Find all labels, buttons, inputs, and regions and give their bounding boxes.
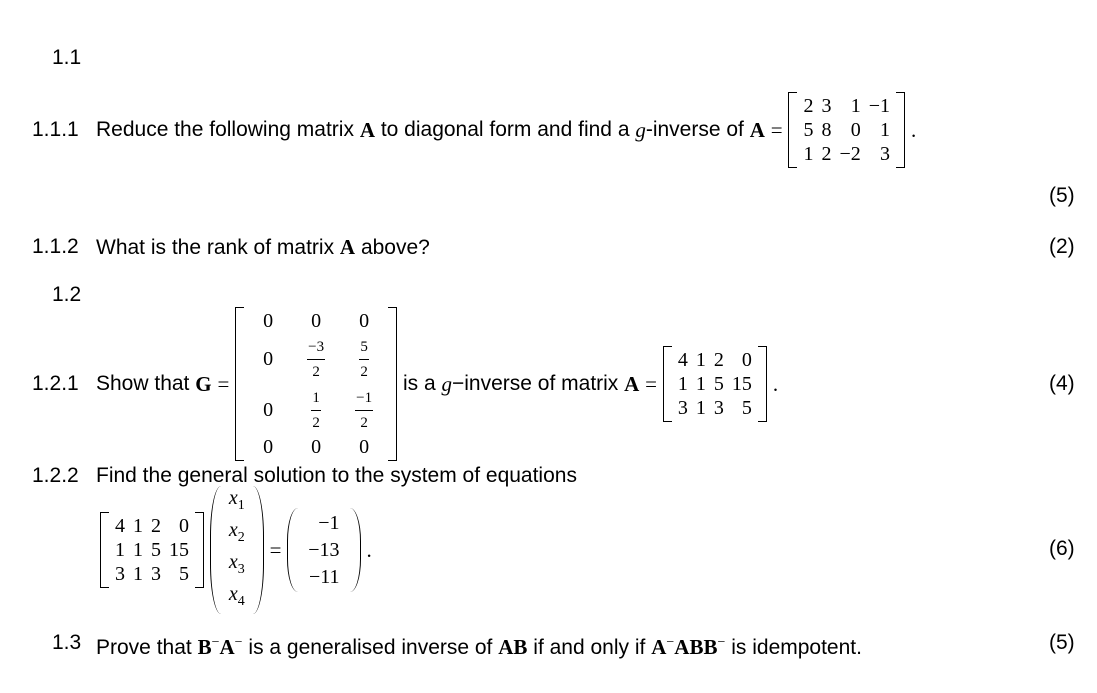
right-bracket bbox=[195, 512, 204, 588]
matrix-cell: 5 bbox=[713, 373, 724, 395]
matrix-cell: 1 bbox=[133, 515, 143, 537]
subscript: 4 bbox=[237, 594, 245, 609]
matrix-cell: 0 bbox=[263, 310, 274, 332]
matrix-name: A bbox=[749, 118, 765, 142]
matrix-cell: 1 bbox=[133, 563, 143, 585]
matrix-A-1-2-1 bbox=[663, 346, 767, 422]
vector-cell: −13 bbox=[308, 538, 340, 561]
matrix-cell-fraction bbox=[296, 333, 336, 384]
question-number-1-2-2: 1.2.2 bbox=[32, 464, 79, 487]
math-B: B bbox=[197, 635, 212, 659]
question-number-1-2-1: 1.2.1 bbox=[32, 372, 79, 395]
question-number-1-3: 1.3 bbox=[52, 631, 82, 654]
question-1-3 bbox=[96, 631, 862, 660]
question-text: Prove that bbox=[96, 636, 192, 659]
matrix-cell: −2 bbox=[839, 143, 861, 165]
equals-sign: = bbox=[217, 372, 230, 396]
question-text: −inverse of matrix bbox=[452, 372, 619, 395]
matrix-cell: 0 bbox=[263, 436, 274, 458]
marks-1-1-2: (2) bbox=[1049, 235, 1075, 258]
question-text: is a bbox=[402, 372, 436, 395]
question-text: What is the rank of matrix bbox=[96, 236, 335, 259]
equals-sign: = bbox=[645, 372, 658, 396]
left-parenthesis bbox=[287, 508, 298, 592]
matrix-name: A bbox=[624, 372, 640, 396]
variable: x bbox=[228, 551, 238, 573]
denominator: 2 bbox=[312, 364, 320, 380]
right-bracket bbox=[388, 307, 397, 461]
matrix-cell: 3 bbox=[677, 397, 688, 419]
matrix-cell: 5 bbox=[803, 119, 814, 141]
matrix-cell: 1 bbox=[115, 539, 125, 561]
matrix-cell: 1 bbox=[803, 143, 814, 165]
math-AB: AB bbox=[498, 635, 528, 659]
variable: x bbox=[228, 583, 238, 605]
right-parenthesis bbox=[350, 508, 361, 592]
variable: x bbox=[228, 519, 238, 541]
question-text: above? bbox=[360, 236, 430, 259]
math-A: A bbox=[219, 635, 235, 659]
matrix-cell: 1 bbox=[880, 119, 890, 141]
question-text: -inverse of bbox=[645, 118, 744, 141]
numerator: 5 bbox=[359, 335, 369, 360]
right-bracket bbox=[896, 92, 905, 168]
vector-x bbox=[210, 486, 264, 614]
period: . bbox=[772, 372, 779, 396]
matrix-A-1-2-2 bbox=[100, 512, 204, 588]
question-text: to diagonal form and find a bbox=[380, 118, 630, 141]
subscript: 1 bbox=[237, 498, 245, 513]
denominator: 2 bbox=[360, 364, 368, 380]
question-text: if and only if bbox=[533, 636, 646, 659]
matrix-cell: 5 bbox=[179, 563, 189, 585]
left-bracket bbox=[100, 512, 109, 588]
right-parenthesis bbox=[253, 486, 264, 614]
right-bracket bbox=[758, 346, 767, 422]
matrix-cell: 1 bbox=[695, 349, 706, 371]
vector-cell: −11 bbox=[309, 565, 340, 588]
matrix-cell: 1 bbox=[133, 539, 143, 561]
question-text: is idempotent. bbox=[731, 636, 862, 659]
matrix-cell-fraction bbox=[344, 384, 384, 435]
subscript: 2 bbox=[237, 530, 245, 545]
matrix-cell: 3 bbox=[880, 143, 890, 165]
section-number-1-2: 1.2 bbox=[52, 283, 82, 306]
left-bracket bbox=[235, 307, 244, 461]
numerator: −3 bbox=[307, 335, 325, 360]
numerator: −1 bbox=[355, 386, 373, 411]
vector-cell bbox=[229, 582, 245, 614]
matrix-cell: 5 bbox=[741, 397, 752, 419]
equals-sign: = bbox=[770, 118, 783, 142]
numerator: 1 bbox=[311, 386, 321, 411]
matrix-cell: 0 bbox=[359, 310, 370, 332]
vector-b bbox=[287, 508, 360, 592]
matrix-cell: 3 bbox=[713, 397, 724, 419]
matrix-cell: 2 bbox=[151, 515, 161, 537]
marks-1-3: (5) bbox=[1049, 631, 1075, 654]
matrix-cell: 0 bbox=[741, 349, 752, 371]
matrix-cell: 1 bbox=[695, 373, 706, 395]
g-letter: g bbox=[441, 372, 452, 396]
matrix-cell: 15 bbox=[731, 373, 752, 395]
matrix-cell: 4 bbox=[115, 515, 125, 537]
superscript-minus: − bbox=[234, 635, 243, 650]
math-A: A bbox=[651, 635, 667, 659]
matrix-cell: 3 bbox=[821, 95, 832, 117]
matrix-cell: 0 bbox=[359, 436, 370, 458]
matrix-cell: 15 bbox=[169, 539, 189, 561]
equation-system bbox=[100, 487, 372, 609]
matrix-cell: 2 bbox=[713, 349, 724, 371]
vector-cell: −1 bbox=[318, 512, 340, 535]
matrix-cell: 1 bbox=[850, 95, 861, 117]
matrix-cell: 5 bbox=[151, 539, 161, 561]
question-number-1-1-1: 1.1.1 bbox=[32, 118, 79, 141]
vector-cell bbox=[229, 550, 245, 582]
math-ABB: ABB bbox=[674, 635, 718, 659]
question-text: Reduce the following matrix bbox=[96, 118, 354, 141]
matrix-name: G bbox=[195, 372, 212, 396]
vector-cell bbox=[229, 518, 245, 550]
matrix-cell: 0 bbox=[263, 347, 274, 370]
superscript-minus: − bbox=[717, 635, 726, 650]
matrix-cell-fraction bbox=[344, 333, 384, 384]
matrix-cell: 1 bbox=[677, 373, 688, 395]
superscript-minus: − bbox=[666, 635, 675, 650]
question-text: is a generalised inverse of bbox=[248, 636, 493, 659]
matrix-cell: −1 bbox=[868, 95, 890, 117]
matrix-cell: 3 bbox=[115, 563, 125, 585]
matrix-A-1-1-1 bbox=[788, 92, 905, 168]
equals-sign: = bbox=[269, 538, 282, 562]
matrix-name: A bbox=[359, 118, 375, 142]
vector-cell bbox=[229, 486, 245, 518]
g-letter: g bbox=[635, 118, 646, 142]
question-1-1-2 bbox=[96, 235, 430, 260]
matrix-name: A bbox=[339, 235, 356, 259]
question-1-2-1 bbox=[96, 310, 779, 458]
marks-1-2-2: (6) bbox=[1049, 537, 1075, 560]
variable: x bbox=[228, 487, 238, 509]
matrix-cell: 1 bbox=[695, 397, 706, 419]
superscript-minus: − bbox=[211, 635, 220, 650]
matrix-G bbox=[235, 307, 397, 461]
matrix-cell: 8 bbox=[821, 119, 832, 141]
period: . bbox=[911, 118, 917, 142]
matrix-cell: 0 bbox=[263, 398, 274, 421]
left-parenthesis bbox=[210, 486, 221, 614]
matrix-cell: 3 bbox=[151, 563, 161, 585]
question-1-1-1 bbox=[96, 86, 916, 174]
question-number-1-1-2: 1.1.2 bbox=[32, 235, 79, 258]
question-1-2-2-text: Find the general solution to the system of equations bbox=[96, 464, 577, 487]
matrix-cell: 0 bbox=[311, 436, 322, 458]
matrix-cell-fraction bbox=[296, 384, 336, 435]
matrix-cell: 0 bbox=[311, 310, 322, 332]
matrix-cell: 2 bbox=[803, 95, 814, 117]
matrix-cell: 4 bbox=[677, 349, 688, 371]
denominator: 2 bbox=[360, 415, 368, 431]
matrix-cell: 0 bbox=[179, 515, 189, 537]
matrix-cell: 0 bbox=[850, 119, 861, 141]
question-text: Show that bbox=[96, 372, 190, 395]
marks-1-2-1: (4) bbox=[1049, 372, 1075, 395]
left-bracket bbox=[663, 346, 672, 422]
section-number-1-1: 1.1 bbox=[52, 46, 82, 69]
left-bracket bbox=[788, 92, 797, 168]
period: . bbox=[366, 538, 372, 562]
denominator: 2 bbox=[312, 415, 320, 431]
marks-1-1-1: (5) bbox=[1049, 184, 1075, 207]
subscript: 3 bbox=[237, 562, 245, 577]
matrix-cell: 2 bbox=[821, 143, 832, 165]
